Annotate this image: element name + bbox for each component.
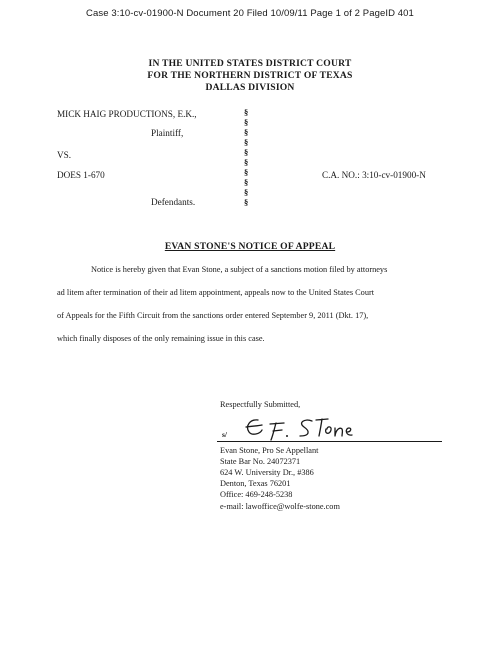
- court-division: DALLAS DIVISION: [205, 82, 295, 93]
- section-symbol: §: [244, 137, 249, 147]
- section-symbol: §: [244, 157, 249, 167]
- closing-line: Respectfully Submitted,: [220, 400, 301, 409]
- defendant-role: Defendants.: [151, 197, 196, 207]
- address-line-2: Denton, Texas 76201: [220, 479, 291, 488]
- body-line-2: ad litem after termination of their ad litem appointment, appeals now to the United States Court: [57, 288, 375, 297]
- section-symbol: §: [244, 147, 249, 157]
- body-line-1: Notice is hereby given that Evan Stone, a subject of a sanctions motion filed by attorneys: [91, 265, 388, 274]
- email-address: e-mail: lawoffice@wolfe-stone.com: [220, 502, 340, 511]
- document-title: EVAN STONE'S NOTICE OF APPEAL: [164, 241, 336, 252]
- signature-prefix: s/: [222, 430, 228, 439]
- handwritten-signature: [240, 414, 370, 444]
- section-symbol: §: [244, 127, 249, 137]
- defendant-name: DOES 1-670: [57, 170, 105, 180]
- section-symbol: §: [244, 197, 249, 207]
- office-phone: Office: 469-248-5238: [220, 490, 293, 499]
- section-symbol: §: [244, 117, 249, 127]
- plaintiff-name: MICK HAIG PRODUCTIONS, E.K.,: [57, 109, 197, 119]
- bar-number: State Bar No. 24072371: [220, 457, 301, 466]
- section-symbol: §: [244, 107, 249, 117]
- page-header-stamp: Case 3:10-cv-01900-N Document 20 Filed 10/09/11 Page 1 of 2 PageID 401: [86, 8, 414, 19]
- section-symbol: §: [244, 167, 249, 177]
- body-line-4: which finally disposes of the only remaining issue in this case.: [57, 334, 265, 343]
- signer-name: Evan Stone, Pro Se Appellant: [220, 446, 319, 455]
- case-number: C.A. NO.: 3:10-cv-01900-N: [322, 170, 426, 180]
- section-symbol: §: [244, 177, 249, 187]
- versus-label: VS.: [57, 150, 72, 160]
- court-name-line2: FOR THE NORTHERN DISTRICT OF TEXAS: [147, 70, 353, 81]
- court-name-line1: IN THE UNITED STATES DISTRICT COURT: [148, 58, 352, 69]
- signature-line: [217, 441, 442, 442]
- address-line-1: 624 W. University Dr., #386: [220, 468, 314, 477]
- body-line-3: of Appeals for the Fifth Circuit from the sanctions order entered September 9, 2011 (Dkt. 17),: [57, 311, 369, 320]
- plaintiff-role: Plaintiff,: [151, 128, 184, 138]
- section-symbol: §: [244, 187, 249, 197]
